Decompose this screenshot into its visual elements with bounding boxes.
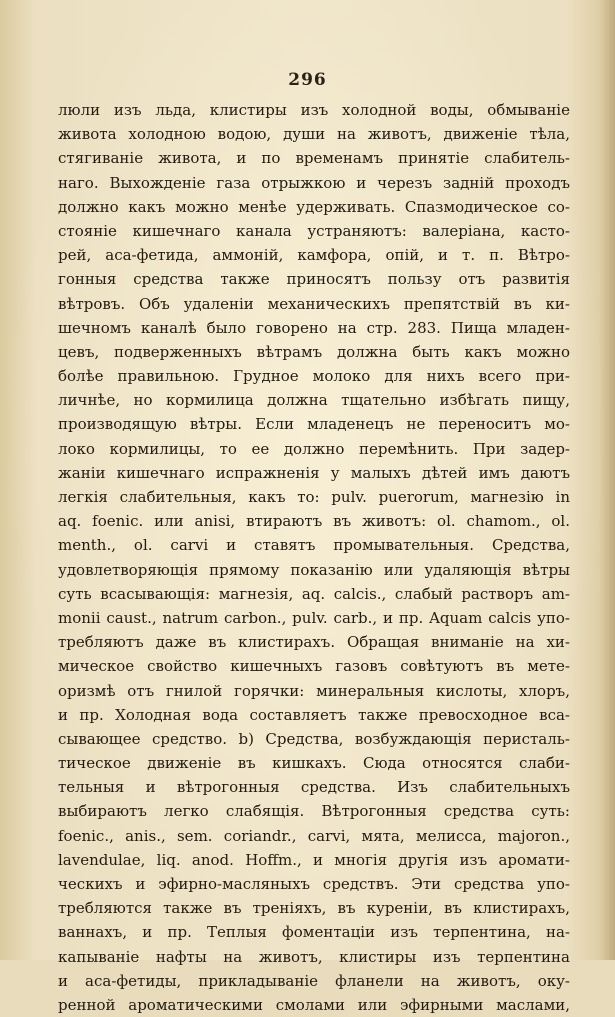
text-line: живота холодною водою, души на животъ, движеніе тѣла, — [58, 125, 570, 144]
text-line: menth., ol. carvi и ставятъ промывательныя. Средства, — [58, 536, 570, 555]
text-line: шечномъ каналѣ было говорено на стр. 283. Пища младен- — [58, 318, 570, 337]
text-line: производящую вѣтры. Если младенецъ не переноситъ мо- — [58, 415, 570, 434]
text-line: жаніи кишечнаго испражненія у малыхъ дѣтей имъ даютъ — [58, 463, 570, 482]
text-line: мическое свойство кишечныхъ газовъ совѣтуютъ въ мете- — [58, 657, 570, 676]
text-line: болѣе правильною. Грудное молоко для нихъ всего при- — [58, 367, 570, 386]
text-line: требляются также въ треніяхъ, въ куреніи, въ клистирахъ, — [58, 899, 570, 918]
text-line: тическое движеніе въ кишкахъ. Сюда относятся слаби- — [58, 754, 570, 773]
text-line: и пр. Холодная вода составляетъ также превосходное вса- — [58, 705, 570, 724]
text-line: aq. foenic. или anisi, втираютъ въ животъ: ol. chamom., ol. — [58, 512, 570, 531]
text-line: ваннахъ, и пр. Теплыя фоментаціи изъ терпентина, на- — [58, 923, 570, 942]
text-line: monii caust., natrum carbon., pulv. carb., и пр. Aquam calcis упо- — [58, 608, 570, 627]
page-edge-shadow — [599, 0, 615, 960]
page-number: 296 — [288, 70, 327, 90]
text-line: удовлетворяющія прямому показанію или удаляющія вѣтры — [58, 560, 570, 579]
text-line: ренной ароматическими смолами или эфирными маслами, — [58, 995, 570, 1014]
text-line: наго. Выхожденіе газа отрыжкою и черезъ задній проходъ — [58, 173, 570, 192]
text-line: выбираютъ легко слабящія. Вѣтрогонныя средства суть: — [58, 802, 570, 821]
text-line: вѣтровъ. Объ удаленіи механическихъ препятствій въ ки- — [58, 294, 570, 313]
text-line: и аса-фетиды, прикладываніе фланели на животъ, оку- — [58, 971, 570, 990]
text-line: личнѣе, но кормилица должна тщательно избѣгать пищу, — [58, 391, 570, 410]
text-line: lavendulae, liq. anod. Hoffm., и многія другія изъ аромати- — [58, 850, 570, 869]
text-line: стягиваніе живота, и по временамъ принятіе слабитель- — [58, 149, 570, 168]
text-line: рей, аса-фетида, аммоній, камфора, опій, и т. п. Вѣтро- — [58, 246, 570, 265]
text-line: оризмѣ отъ гнилой горячки: минеральныя кислоты, хлоръ, — [58, 681, 570, 700]
text-line: ческихъ и эфирно-масляныхъ средствъ. Эти средства упо- — [58, 875, 570, 893]
text-line: люли изъ льда, клистиры изъ холодной воды, обмываніе — [58, 101, 570, 119]
text-line: суть всасывающія: магнезія, aq. calcis., слабый растворъ am- — [58, 584, 570, 603]
text-line: foenic., anis., sem. coriandr., carvi, мята, мелисса, majoron., — [58, 826, 570, 845]
text-line: стояніе кишечнаго канала устраняютъ: валеріана, касто- — [58, 221, 570, 240]
text-line: тельныя и вѣтрогонныя средства. Изъ слабительныхъ — [58, 778, 570, 797]
text-line: гонныя средства также приносятъ пользу отъ развитія — [58, 270, 570, 289]
text-line: требляютъ даже въ клистирахъ. Обращая вниманіе на хи- — [58, 633, 570, 652]
text-line: локо кормилицы, то ее должно перемѣнить. При задер- — [58, 439, 570, 458]
text-line: должно какъ можно менѣе удерживать. Спазмодическое со- — [58, 197, 570, 216]
text-line: легкія слабительныя, какъ то: pulv. puerorum, магнезію in — [58, 488, 570, 506]
text-line: сывающее средство. b) Средства, возбуждающія перисталь- — [58, 729, 570, 748]
text-line: капываніе нафты на животъ, клистиры изъ терпентина — [58, 947, 570, 966]
text-line: цевъ, подверженныхъ вѣтрамъ должна быть какъ можно — [58, 342, 570, 361]
body-text — [58, 98, 570, 1017]
